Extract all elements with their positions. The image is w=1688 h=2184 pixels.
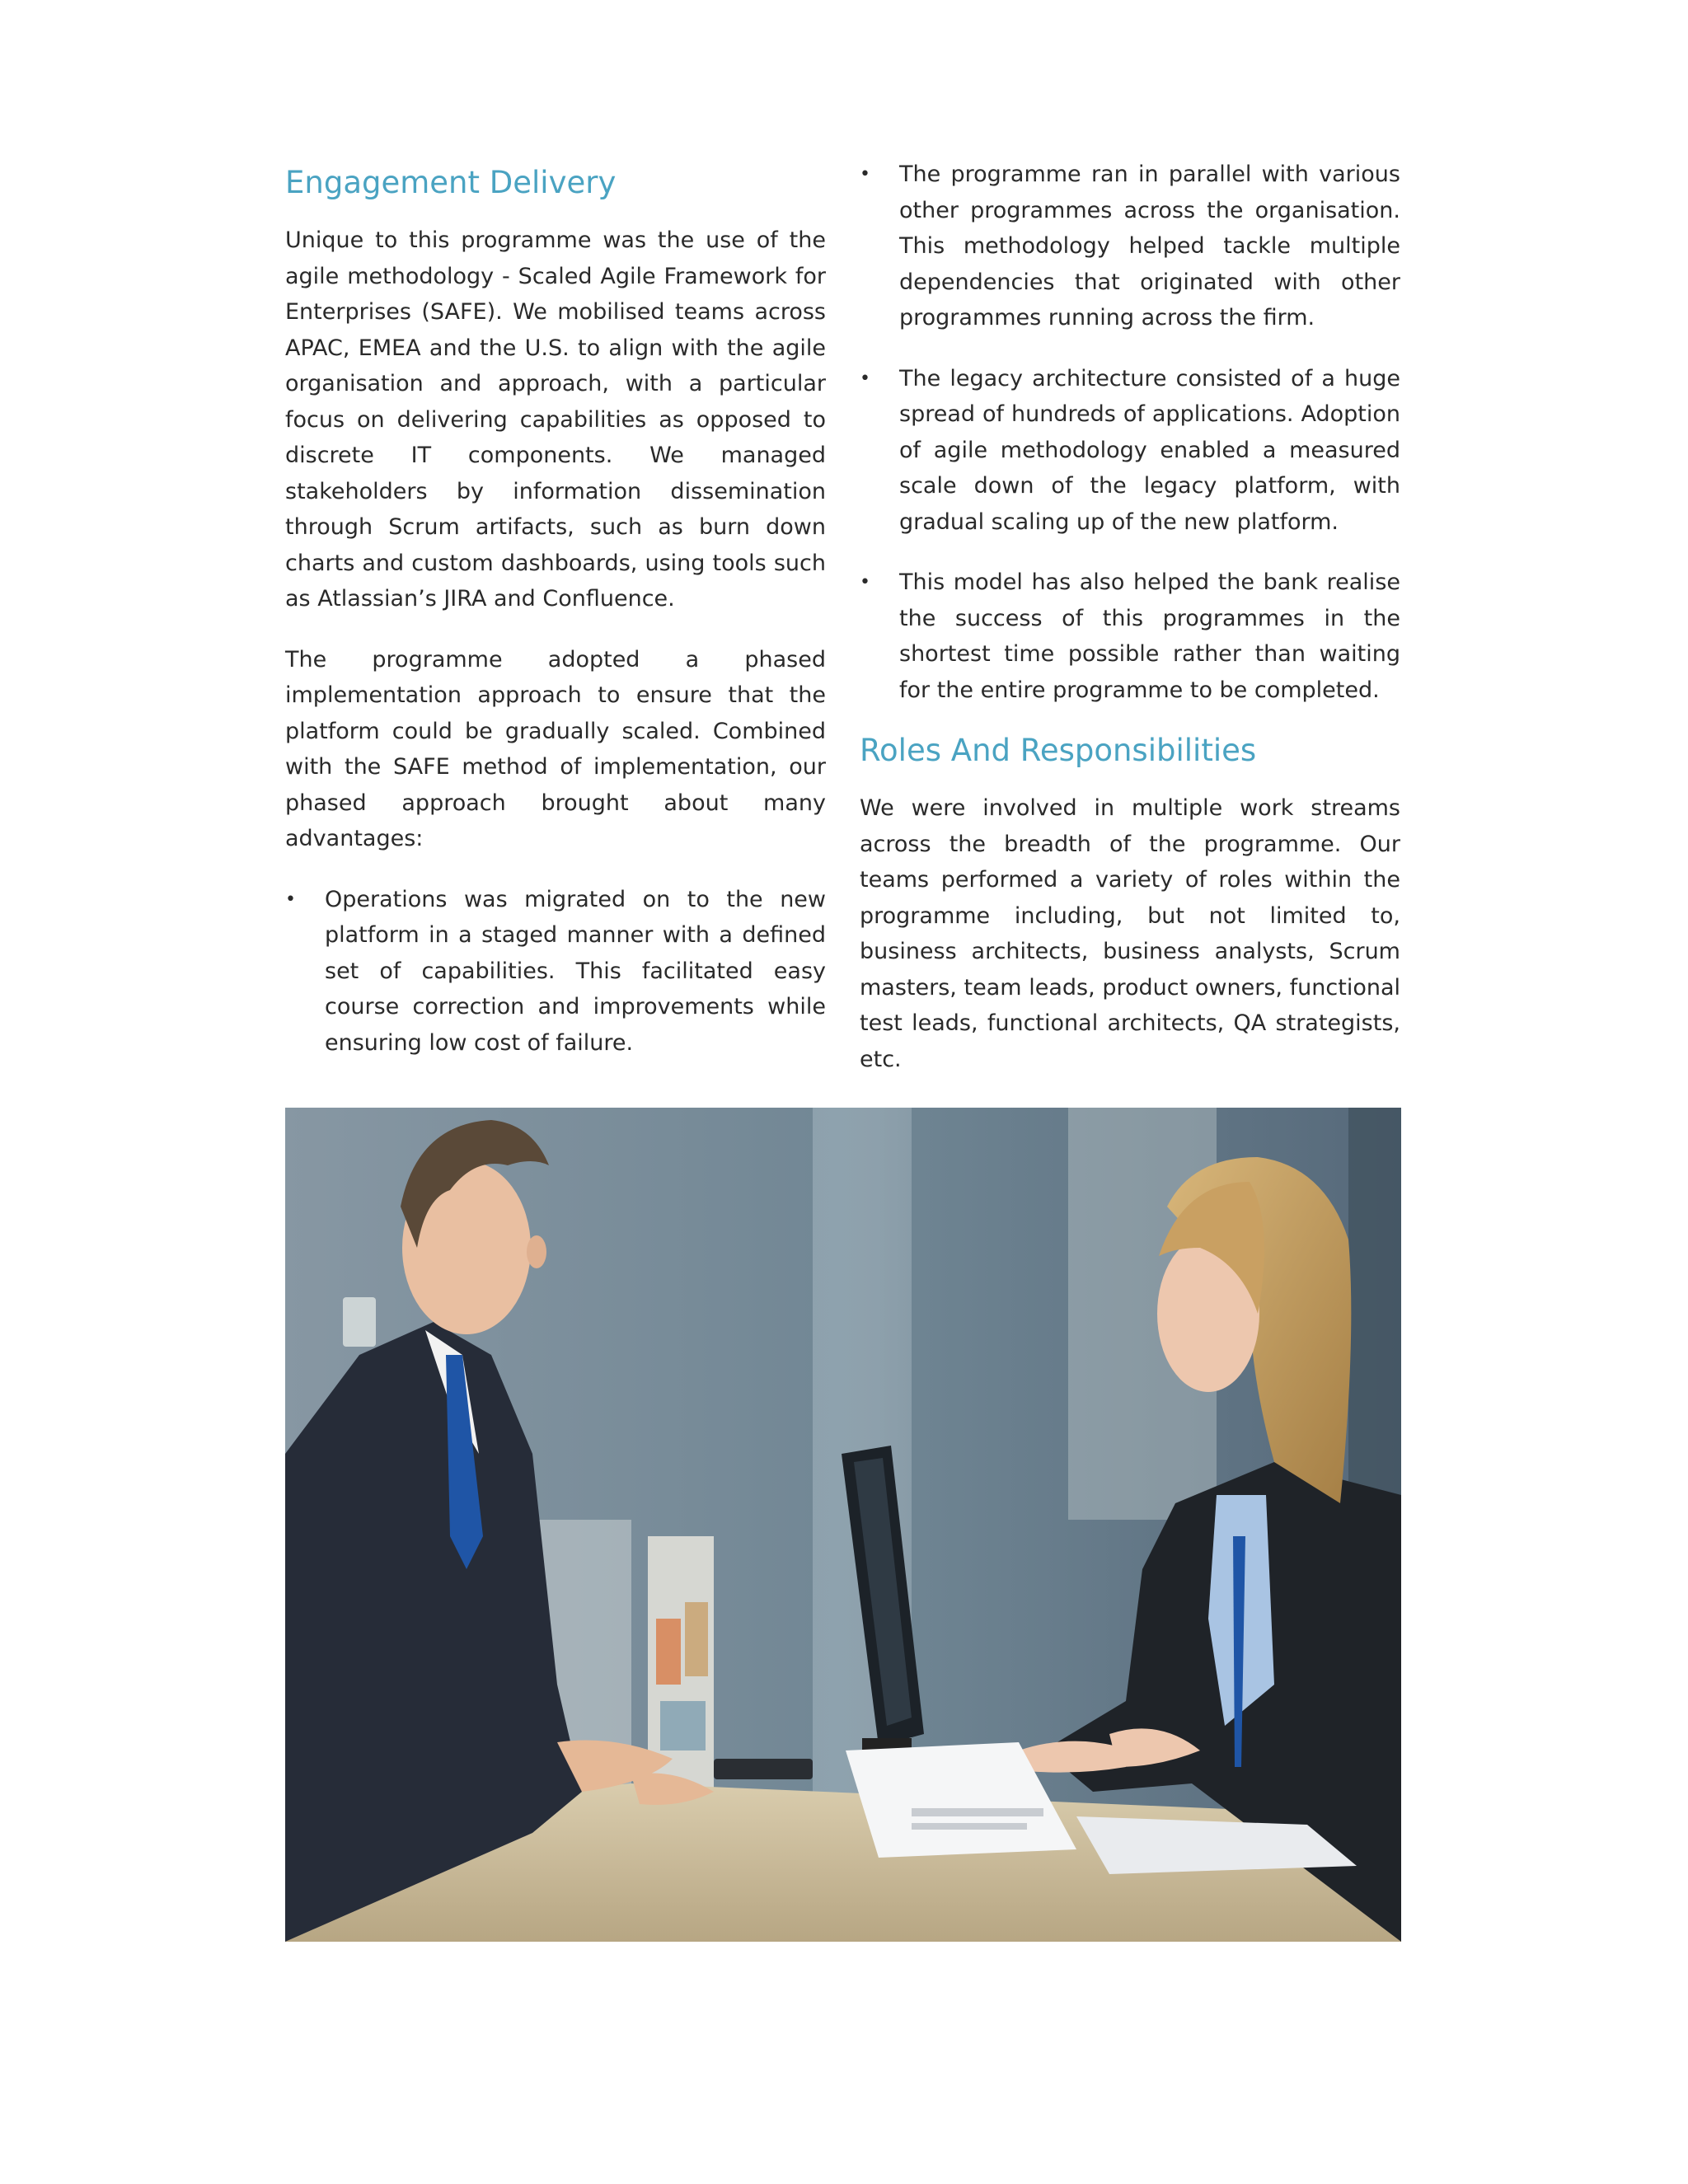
list-item-text: The programme ran in parallel with various other programmes across the organisation. This methodology helped tackle multiple dependencies that originated with other programmes running across the firm.	[899, 162, 1400, 330]
list-item	[285, 882, 826, 1062]
advantages-list-left	[285, 882, 826, 1062]
roles-responsibilities-heading: Roles And Responsibilities	[860, 733, 1257, 768]
intro-paragraph: Unique to this programme was the use of the agile methodology - Scaled Agile Framework for Enterprises (SAFE). We mobilised teams across APAC, EMEA and the U.S. to align with the agile organisation and approach, with a particular focus on delivering capabilities as opposed to discrete IT components. We managed stakeholders by information dissemination through Scrum artifacts, such as burn down charts and custom dashboards, using tools such as Atlassian’s JIRA and Confluence.	[285, 227, 826, 612]
list-item	[860, 565, 1400, 708]
banking-consultation-photo	[285, 1108, 1401, 1942]
phased-approach-paragraph: The programme adopted a phased implementation approach to ensure that the platform could be gradually scaled. Combined with the SAFE method of implementation, our phased approach brought about many advantages:	[285, 646, 826, 851]
left-column	[285, 157, 826, 1085]
advantages-list-right	[860, 157, 1400, 708]
list-item	[860, 361, 1400, 541]
engagement-delivery-heading: Engagement Delivery	[285, 165, 617, 200]
bullet-icon: •	[860, 368, 870, 389]
bullet-icon: •	[285, 888, 296, 910]
roles-paragraph: We were involved in multiple work streams across the breadth of the programme. Our teams performed a variety of roles within the programme including, but not limited to, business architects, business analysts, Scrum masters, team leads, product owners, functional test leads, functional architects, QA strategists, etc.	[860, 795, 1400, 1072]
photo-illustration	[285, 1108, 1401, 1942]
bullet-icon: •	[860, 572, 870, 593]
bullet-icon: •	[860, 164, 870, 185]
right-column	[860, 157, 1400, 1102]
list-item-text: The legacy architecture consisted of a huge spread of hundreds of applications. Adoption of agile methodology enabled a measured scale down of the legacy platform, with gradual scaling up of the new platform.	[899, 365, 1400, 535]
list-item	[860, 157, 1400, 336]
list-item-text: This model has also helped the bank realise the success of this programmes in the shortest time possible rather than waiting for the entire programme to be completed.	[899, 569, 1400, 703]
list-item-text: Operations was migrated on to the new platform in a staged manner with a defined set of capabilities. This facilitated easy course correction and improvements while ensuring low cost of failure.	[325, 886, 826, 1056]
